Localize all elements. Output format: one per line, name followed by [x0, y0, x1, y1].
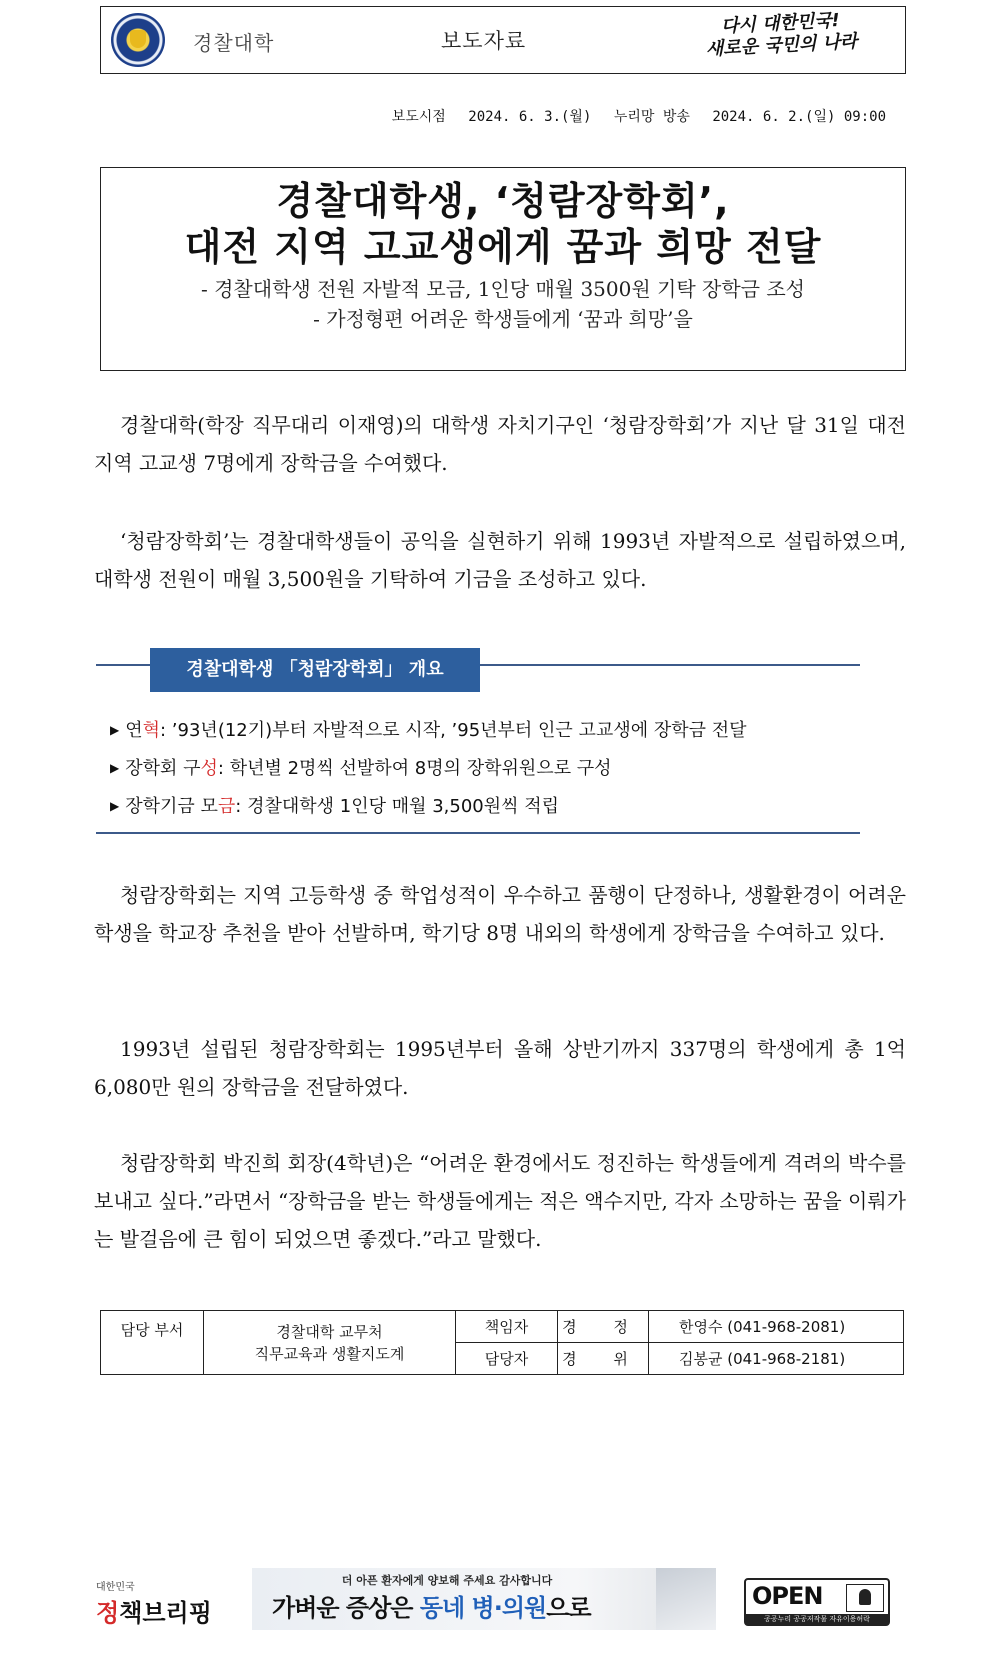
overview-item [110, 754, 612, 780]
subtitle-line2: - 가정형편 어려운 학생들에게 ‘꿈과 희망’을 [313, 307, 693, 331]
overview-item-label: 연 [125, 720, 143, 741]
banner-main-a: 가벼운 증상은 [272, 1594, 420, 1622]
slogan-line1: 다시 대한민국! [720, 9, 841, 38]
paragraph-4-text: 1993년 설립된 청람장학회는 1995년부터 올해 상반기까지 337명의 학생에게 총 1억 6,080만 원의 장학금을 전달하였다. [94, 1037, 906, 1099]
embargo-date: 2024. 6. 3.(월) [468, 109, 592, 125]
open-word: OPEN [752, 1582, 823, 1610]
paragraph-2-text: ‘청람장학회’는 경찰대학생들이 공익을 실현하기 위해 1993년 자발적으로 설립하였으며, 대학생 전원이 매월 3,500원을 기탁하여 기금을 조성하고 있다. [94, 529, 906, 591]
paragraph-3-text: 청람장학회는 지역 고등학생 중 학업성적이 우수하고 품행이 단정하나, 생활환경이 어려운 학생을 학교장 추천을 받아 선발하며, 학기당 8명 내외의 학생에게 장학금을 수여하고 있다. [94, 883, 906, 945]
slogan-line2: 새로운 국민의 나라 [705, 31, 858, 60]
triangle-bullet-icon: ▶ [110, 723, 120, 737]
paragraph-1-text: 경찰대학(학장 직무대리 이재영)의 대학생 자치기구인 ‘청람장학회’가 지난 달 31일 대전지역 고교생 7명에게 장학금을 수여했다. [94, 413, 906, 475]
open-sub-text: 공공누리 공공저작물 자유이용허락 [746, 1614, 888, 1624]
logo-main-text: 책브리핑 [119, 1599, 212, 1627]
dept-org [204, 1311, 456, 1375]
banner-image [656, 1568, 716, 1630]
paragraph-1 [94, 406, 906, 482]
header-box [100, 6, 906, 74]
banner-main-highlight: 동네 병·의원 [419, 1594, 547, 1622]
role-cell: 책임자 [456, 1311, 558, 1343]
triangle-bullet-icon: ▶ [110, 761, 120, 775]
overview-item-text: : 학년별 2명씩 선발하여 8명의 장학위원으로 구성 [217, 758, 612, 779]
campaign-banner [252, 1568, 716, 1630]
subtitle-line1: - 경찰대학생 전원 자발적 모금, 1인당 매월 3500원 기탁 장학금 조성 [201, 277, 805, 301]
logo-accent-text: 정 [96, 1599, 120, 1627]
policy-briefing-logo [96, 1578, 212, 1628]
overview-item [110, 716, 746, 742]
table-row [101, 1311, 904, 1343]
banner-top-text: 더 아픈 환자에게 양보해 주세요 감사합니다 [341, 1574, 553, 1587]
police-emblem-icon [111, 13, 165, 67]
overview-item-text: : 경찰대학생 1인당 매월 3,500원씩 적립 [235, 796, 559, 817]
overview-item-label-accent: 성 [200, 758, 218, 779]
dept-org-line2: 직무교육과 생활지도계 [254, 1344, 405, 1363]
paragraph-4 [94, 1030, 906, 1106]
triangle-bullet-icon: ▶ [110, 799, 120, 813]
paragraph-5 [94, 1144, 906, 1258]
contact-table [100, 1310, 904, 1375]
embargo-info [378, 106, 886, 126]
overview-bottom-rule [96, 832, 860, 834]
overview-item-label-accent: 혁 [142, 720, 161, 741]
name-cell: 한영수 (041-968-2081) [649, 1311, 904, 1343]
dept-org-line1: 경찰대학 교무처 [276, 1322, 383, 1341]
attribution-icon [846, 1584, 884, 1612]
role-cell: 담당자 [456, 1343, 558, 1375]
online-date: 2024. 6. 2.(일) 09:00 [712, 109, 886, 125]
logo-small-text: 대한민국 [96, 1582, 135, 1593]
rank-cell: 경 위 [558, 1343, 649, 1375]
overview-item-label-accent: 금 [217, 796, 236, 817]
banner-main-text [272, 1588, 591, 1623]
title-box [100, 167, 906, 371]
overview-item [110, 792, 559, 818]
overview-item-label: 장학기금 모 [125, 796, 218, 817]
dept-label: 담당 부서 [101, 1311, 204, 1375]
overview-item-label: 장학회 구 [125, 758, 201, 779]
rank-cell: 경 정 [558, 1311, 649, 1343]
overview-item-text: : ’93년(12기)부터 자발적으로 시작, ’95년부터 인근 고교생에 장학금 전달 [160, 720, 747, 741]
headline-line2: 대전 지역 고교생에게 꿈과 희망 전달 [184, 225, 822, 269]
slogan [670, 7, 892, 62]
banner-main-c: 으로 [546, 1594, 591, 1622]
online-label: 누리망 방송 [613, 109, 690, 125]
name-cell: 김봉균 (041-968-2181) [649, 1343, 904, 1375]
kogl-open-badge [744, 1578, 890, 1626]
embargo-label: 보도시점 [391, 109, 446, 125]
headline-line1: 경찰대학생, ‘청람장학회’, [276, 179, 730, 223]
paragraph-2 [94, 522, 906, 598]
paragraph-5-text: 청람장학회 박진희 회장(4학년)은 “어려운 환경에서도 정진하는 학생들에게 격려의 박수를 보내고 싶다.”라면서 “장학금을 받는 학생들에게는 적은 액수지만, 각자 소망하는 꿈을 이뤄가는 발걸음에 큰 힘이 되었으면 좋겠다.”라고 말했다. [94, 1151, 906, 1251]
org-name: 경찰대학 [193, 31, 275, 55]
press-release-label: 보도자료 [441, 29, 527, 53]
overview-title: 경찰대학생 「청람장학회」 개요 [150, 648, 480, 692]
paragraph-3 [94, 876, 906, 952]
